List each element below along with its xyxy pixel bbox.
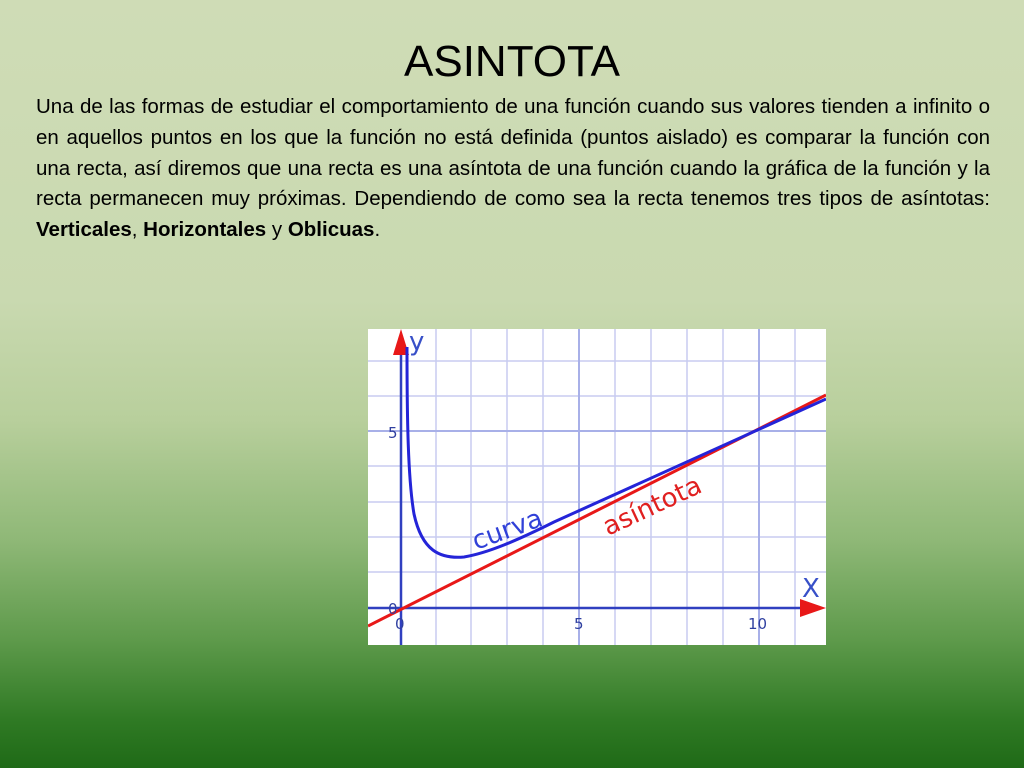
grid-lines	[368, 329, 826, 645]
x-tick-label-10: 10	[748, 615, 768, 633]
bold-oblicuas: Oblicuas	[287, 218, 375, 242]
slide-title: ASINTOTA	[404, 37, 620, 86]
final-period: .	[374, 218, 381, 242]
y-tick-label-0: 0	[388, 600, 398, 618]
x-tick-label-0: 0	[395, 615, 405, 633]
separator-comma: ,	[131, 218, 144, 242]
asymptote-figure	[368, 329, 826, 645]
bold-horizontales: Horizontales	[143, 218, 267, 242]
asymptote-graph	[368, 329, 826, 645]
bold-verticales: Verticales	[36, 218, 132, 242]
body-paragraph	[36, 92, 990, 246]
body-text: Una de las formas de estudiar el comportamiento de una función cuando sus valores tienden a infinito o en aquellos puntos en los que la función no está definida (puntos aislado) es comparar la función con una recta, así diremos que una recta es una asíntota de una función cuando la gráfica de la función y la recta permanecen muy próximas. Dependiendo de como sea la recta tenemos tres tipos de asíntotas:	[36, 95, 990, 211]
separator-y: y	[266, 218, 288, 242]
y-axis-label: y	[409, 329, 425, 357]
asymptote-label: asíntota	[598, 470, 707, 543]
y-tick-label-5: 5	[388, 424, 398, 442]
x-tick-label-5: 5	[574, 615, 584, 633]
curve-label: curva	[468, 503, 547, 557]
x-axis-label: X	[802, 574, 820, 604]
